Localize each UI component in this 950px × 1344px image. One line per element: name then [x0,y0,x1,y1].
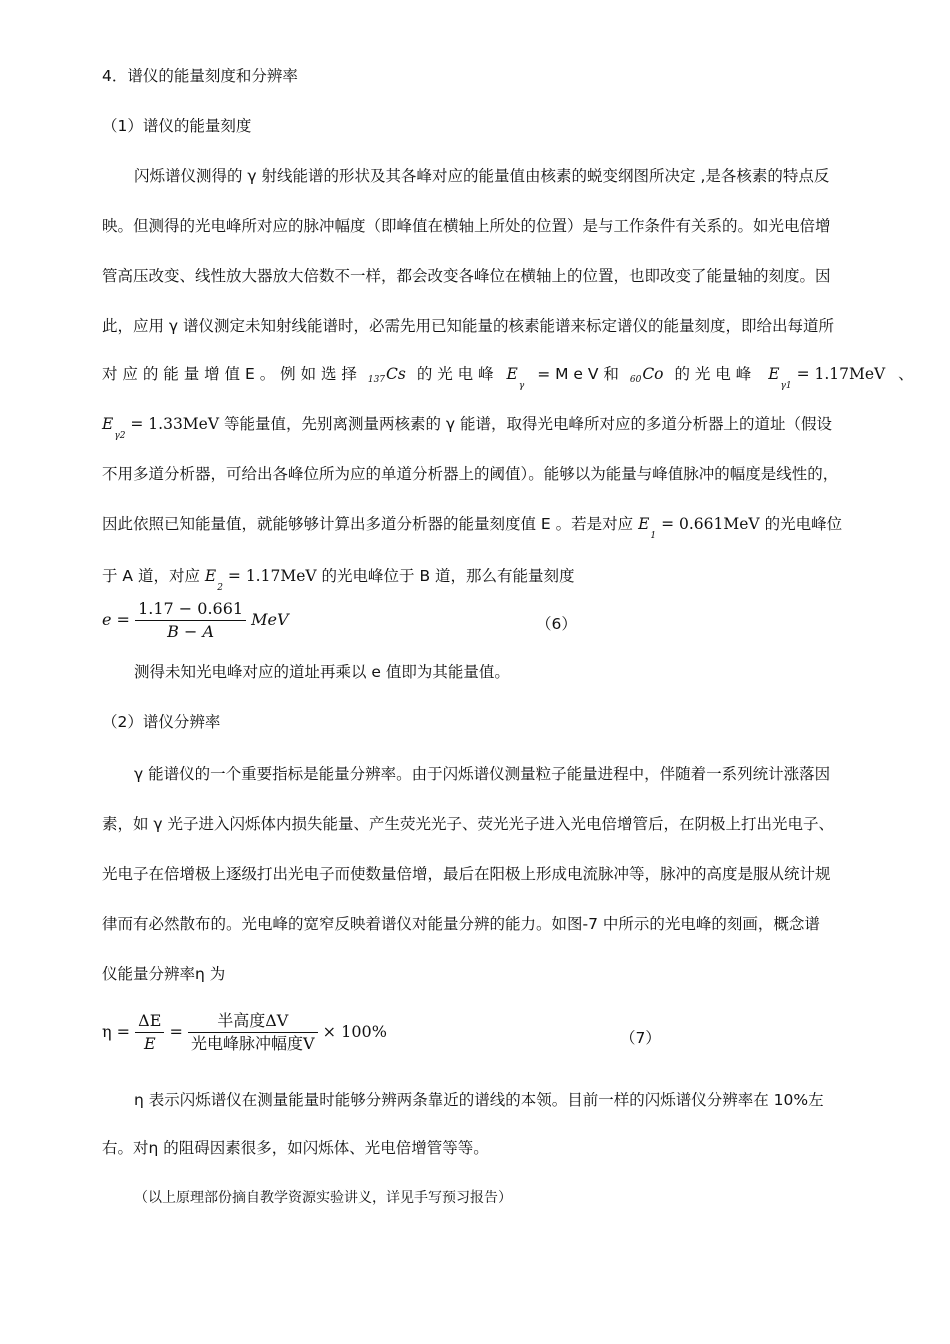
text-fragment: 、 [898,365,914,383]
element-symbol: Cs [386,365,406,383]
equation-7 [102,1010,387,1055]
paragraph-line: 测得未知光电峰对应的道址再乘以 e 值即为其能量值。 [134,663,510,681]
eq7-fraction-2 [188,1010,318,1055]
eq6-denominator: B − A [167,622,215,641]
paragraph-line: 右。对η 的阻碍因素很多，如闪烁体、光电倍增管等等。 [102,1139,489,1157]
symbol: E [506,365,518,383]
text-fragment: 于 A 道，对应 [102,567,200,585]
energy-symbol [204,567,223,593]
subscript: 2 [217,583,223,593]
source-note: （以上原理部份摘自教学资源实验讲义，详见手写预习报告） [134,1190,512,1206]
paragraph-line: 仪能量分辨率η 为 [102,965,226,983]
text-fragment: 的光电峰位于 B 道，那么有能量刻度 [321,567,575,585]
symbol: E [768,365,780,383]
eq7-tail: × 100% [322,1022,387,1041]
subscript: γ [518,381,525,391]
text-fragment: 等能量值，先别离测量两核素的 γ 能谱，取得光电峰所对应的多道分析器上的道址（假设 [223,415,833,433]
text-fragment: 的 光 电 峰 [416,365,494,383]
subsection-title-energy-scale: （1）谱仪的能量刻度 [102,117,252,135]
paragraph-line-with-formula [102,414,902,441]
eq7-equals: = [169,1022,183,1041]
paragraph-line: 素，如 γ 光子进入闪烁体内损失能量、产生荧光光子、荧光光子进入光电倍增管后，在阴极上打出光电子、 [102,815,835,833]
text-fragment: 的光电峰位 [764,515,843,533]
energy-symbol [506,365,525,391]
paragraph-line: 不用多道分析器，可给出各峰位所为应的单道分析器上的阈值）。能够以为能量与峰值脉冲的幅度是线性的， [102,465,839,483]
section-title: 4．谱仪的能量刻度和分辨率 [102,67,298,85]
eq6-numerator: 1.17 − 0.661 [135,598,246,621]
co-symbol [630,365,664,383]
eq7-numerator-1: ΔE [135,1010,164,1033]
energy-symbol [638,515,657,541]
paragraph-line: 映。但测得的光电峰所对应的脉冲幅度（即峰值在横轴上所处的位置）是与工作条件有关系的。如光电倍增 [102,217,831,235]
paragraph-line: η 表示闪烁谱仪在测量能量时能够分辨两条靠近的谱线的本领。目前一样的闪烁谱仪分辨率在 10%左 [134,1091,824,1109]
eq7-lhs: η = [102,1022,131,1041]
eq7-numerator-2: 半高度ΔV [188,1010,318,1033]
energy-value: = 1.17MeV [796,365,886,383]
text-fragment: 对 应 的 能 量 增 值 E 。 例 如 选 择 [102,365,357,383]
paragraph-line-with-formula [102,364,914,391]
energy-value: = 1.17MeV [227,567,317,585]
eq7-denominator-2: 光电峰脉冲幅度V [191,1034,315,1053]
energy-value: = 0.661MeV [661,515,760,533]
equation-number-6: （6） [536,615,577,633]
eq6-fraction [135,598,246,643]
text-fragment: = M e V 和 [537,365,619,383]
paragraph-line: 管高压改变、线性放大器放大倍数不一样，都会改变各峰位在横轴上的位置，也即改变了能量轴的刻度。因 [102,267,831,285]
symbol: E [638,515,650,533]
paragraph-line: 律而有必然散布的。光电峰的宽窄反映着谱仪对能量分辨的能力。如图-7 中所示的光电峰的刻画，概念谱 [102,915,820,933]
subscript: γ1 [780,381,792,391]
paragraph-line: 闪烁谱仪测得的 γ 射线能谱的形状及其各峰对应的能量值由核素的蜕变纲图所决定 ,是各核素的特点反 [134,167,830,185]
paragraph-line-with-formula [102,566,902,593]
equation-number-7: （7） [620,1029,661,1047]
mass-number: 137 [367,375,386,385]
symbol: E [102,415,114,433]
eq6-unit: MeV [251,610,289,629]
paragraph-line-with-formula [102,514,902,541]
element-symbol: Co [642,365,664,383]
mass-number: 60 [629,375,642,385]
paragraph-line: 此，应用 γ 谱仪测定未知射线能谱时，必需先用已知能量的核素能谱来标定谱仪的能量刻度，即给出每道所 [102,317,835,335]
paragraph-line: γ 能谱仪的一个重要指标是能量分辨率。由于闪烁谱仪测量粒子能量进程中，伴随着一系列统计涨落因 [134,765,831,783]
cs-symbol [368,365,406,383]
subscript: 1 [650,531,657,541]
subscript: γ2 [114,431,126,441]
equation-6 [102,598,289,643]
text-fragment: 的 光 电 峰 [674,365,752,383]
paragraph-line: 光电子在倍增极上逐级打出光电子而使数量倍增，最后在阳极上形成电流脉冲等，脉冲的高度是服从统计规 [102,865,831,883]
symbol: E [204,567,217,585]
eq6-lhs: e = [102,610,130,629]
energy-value: = 1.33MeV [130,415,220,433]
eq7-fraction-1 [135,1010,164,1055]
subsection-title-resolution: （2）谱仪分辨率 [102,713,221,731]
eq7-denominator-1: E [143,1034,156,1053]
text-fragment: 因此依照已知能量值，就能够够计算出多道分析器的能量刻度值 E 。若是对应 [102,515,634,533]
